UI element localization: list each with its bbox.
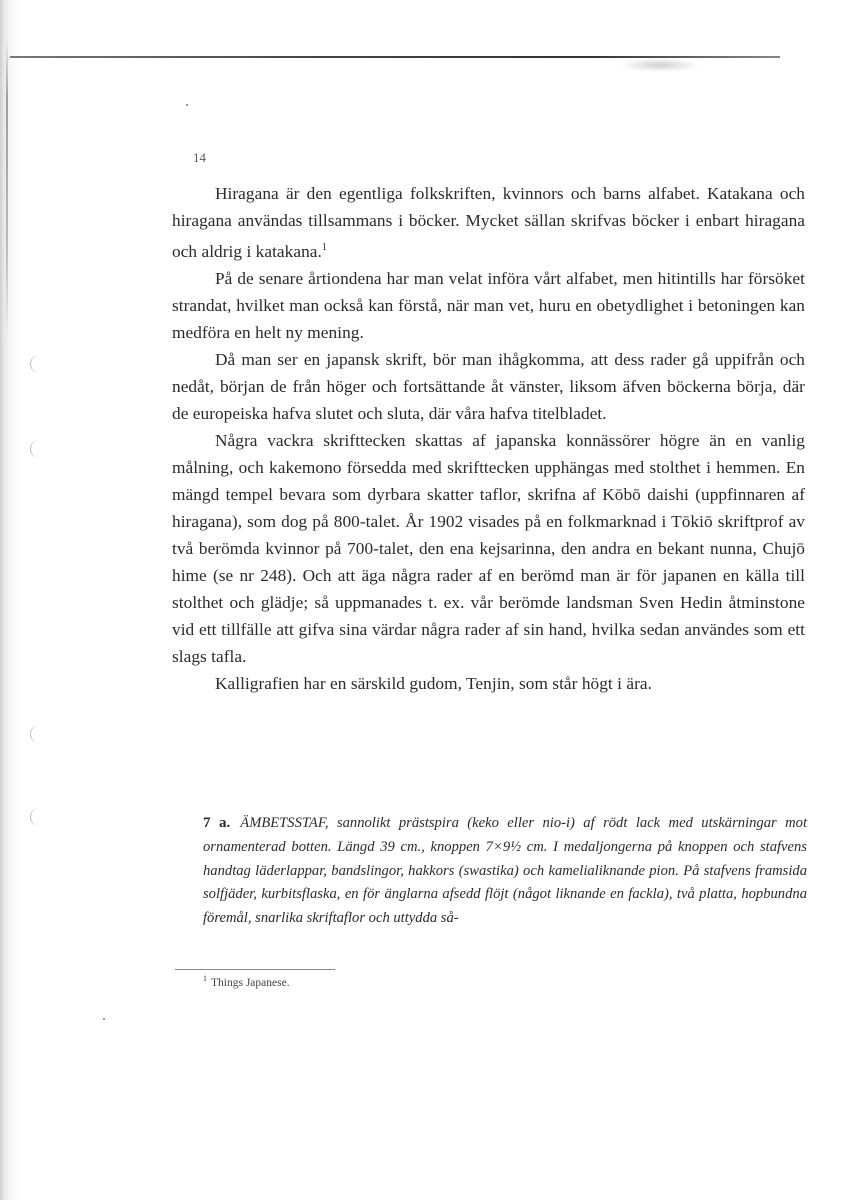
catalogue-entry (203, 812, 807, 931)
page-number: 14 (193, 150, 206, 165)
footnote-rule (175, 969, 335, 970)
body-text (172, 180, 805, 697)
paragraph: Hiragana är den egentliga folkskriften, kvinnors och barns alfabet. Katakana och hiragana användas tillsammans i böcker. Mycket sällan skrifvas böcker i enbart hiragana och aldrig i katakana.$^1$ (172, 184, 805, 261)
paragraph: Kalligrafien har en särskild gudom, Tenjin, som står högt i ära. (215, 673, 652, 693)
paragraph: Några vackra skrifttecken skattas af japanska konnässörer högre än en vanlig målning, och kakemono försedda med skrifttecken upphängas med stolthet i hemmen. En mängd tempel bevara som dyrbara skatter taflor, skrifna af Kōbō daishi (uppfinnaren af hiragana), som dog på 800-talet. År 1902 visades på en folkmarknad i Tōkiō skriftprof av två berömda kvinnor på 700-talet, den ena kejsarinna, den andra en bekant nunna, Chujō hime (se nr 248). Och att äga några rader af en berömd man är för japanen en källa till stolthet och glädje; så uppmanades t. ex. vår berömde landsman Sven Hedin åtminstone vid ett tillfälle att gifva sina värdar några rader af sin hand, hvilka sedan användes som ett slags tafla. (172, 430, 805, 666)
scan-speck (103, 1018, 105, 1020)
scan-smudge (620, 58, 700, 72)
paragraph: Då man ser en japansk skrift, bör man ihågkomma, att dess rader gå uppifrån och nedåt, början de från höger och fortsättande åt vänster, liksom äfven böckerna börja, där de europeiska hafva slutet och sluta, där våra hafva titelbladet. (172, 349, 805, 423)
margin-mark (30, 355, 41, 373)
footnote-text: Things Japanese. (211, 976, 290, 989)
footnote (203, 974, 290, 989)
margin-mark (30, 440, 41, 458)
entry-number: 7 a. (203, 815, 231, 831)
margin-mark (30, 808, 41, 826)
scan-edge-shadow (0, 0, 22, 1200)
margin-mark (30, 725, 41, 743)
scan-speck (186, 104, 188, 106)
footnote-mark: 1 (203, 974, 207, 983)
footnote-reference: 1 (321, 242, 327, 253)
paragraph: På de senare årtiondena har man velat införa vårt alfabet, men hitintills har försöket strandat, hvilket man också kan förstå, när man vet, huru en obetydlighet i betoningen kan medföra en helt ny mening. (172, 268, 805, 342)
entry-text: ÄMBETSSTAF, sannolikt prästspira (keko eller nio-i) af rödt lack med utskärningar mot ornamenterad botten. Längd 39 cm., knoppen 7×9½ cm. I medaljongerna på knoppen och stafvens handtag läderlappar, bandslingor, hakkors (swastika) och kamelialiknande pion. På stafvens framsida solfjäder, kurbitsflaska, en för änglarna afsedd flöjt (något liknande en fackla), två platta, hopbundna föremål, snarlika skriftaflor och uttydda så- (203, 815, 808, 927)
